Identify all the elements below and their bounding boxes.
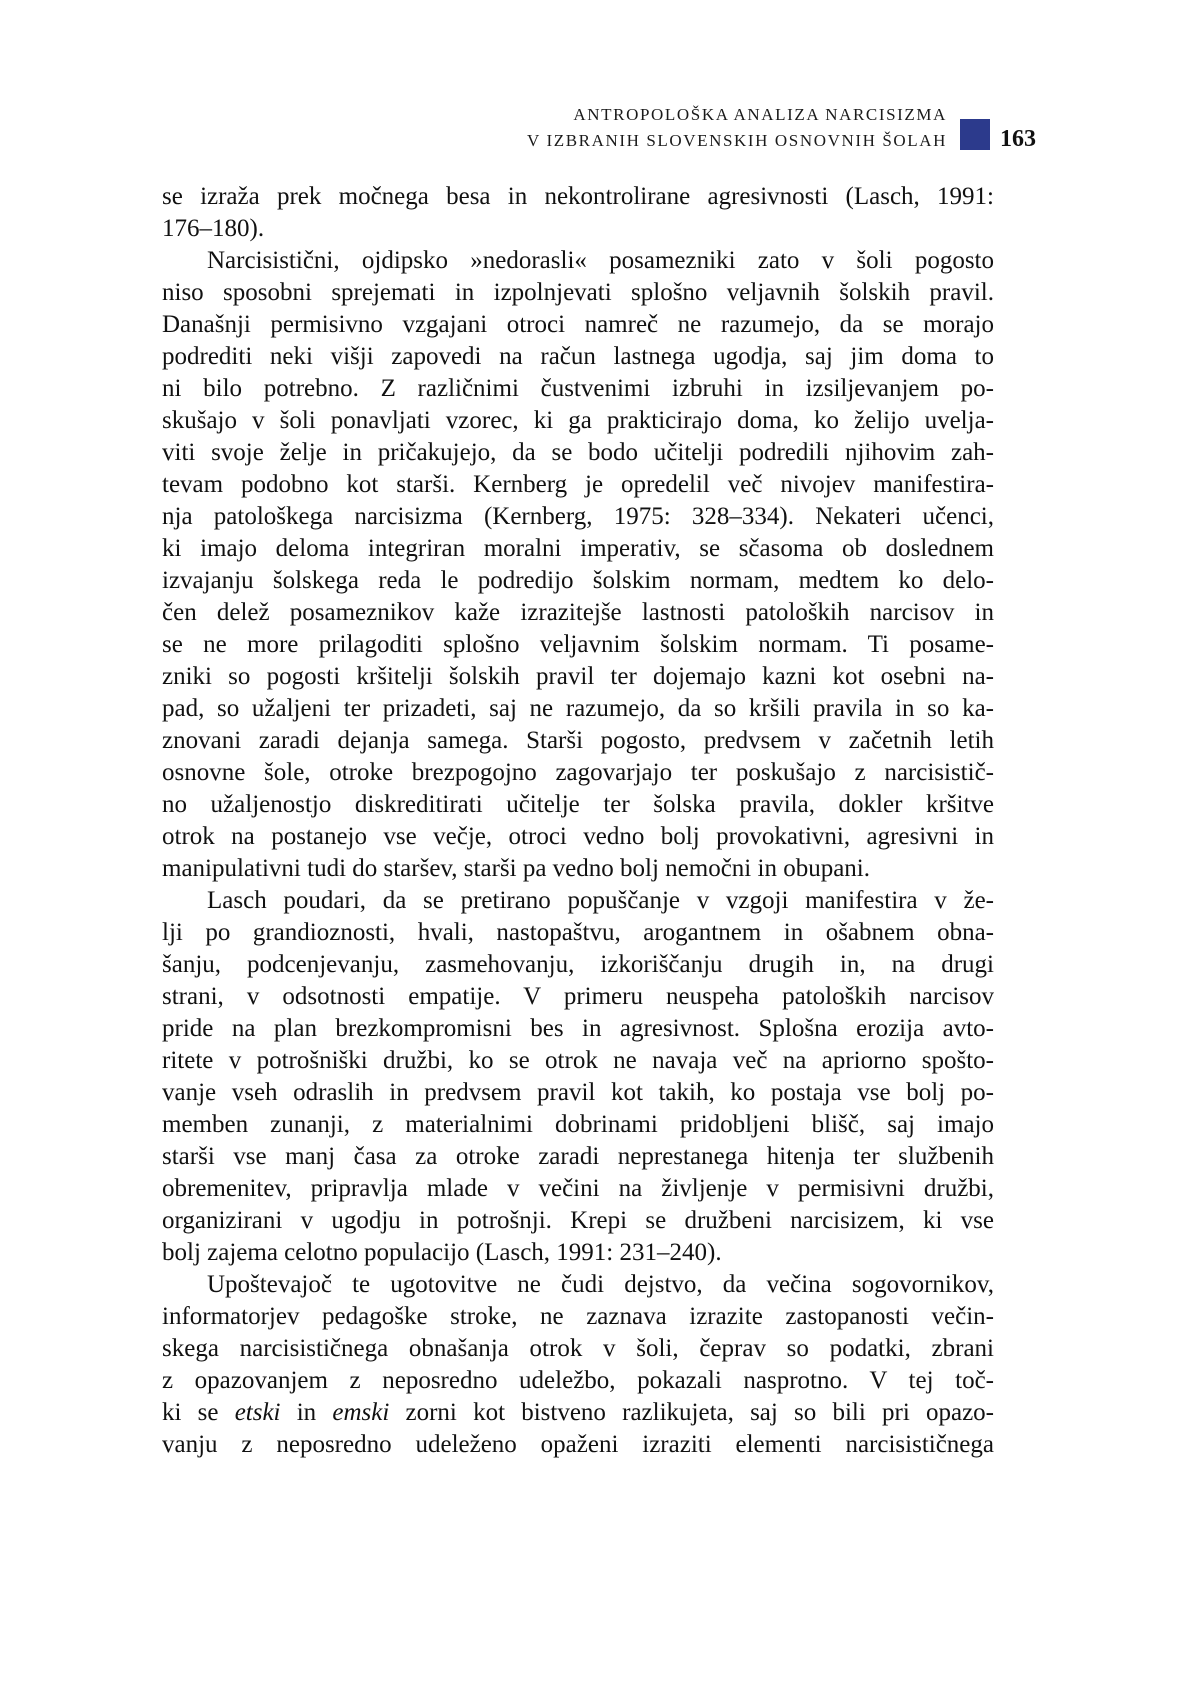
- paragraph-continued: [162, 181, 994, 245]
- text-line: ki imajo deloma integriran moralni imperativ, se sčasoma ob doslednem: [162, 535, 994, 562]
- text-line: Upoštevajoč te ugotovitve ne čudi dejstvo, da večina sogovornikov,: [207, 1271, 994, 1298]
- text-line: Narcisistični, ojdipsko »nedorasli« posamezniki zato v šoli pogosto: [207, 247, 994, 274]
- text-line: niso sposobni sprejemati in izpolnjevati splošno veljavnih šolskih pravil.: [162, 279, 994, 306]
- text-line: lji po grandioznosti, hvali, nastopaštvu, arogantnem in ošabnem obna-: [162, 919, 994, 946]
- text-line: se izraža prek močnega besa in nekontrolirane agresivnosti (Lasch, 1991:: [162, 183, 994, 210]
- text-line: pride na plan brezkompromisni bes in agresivnost. Splošna erozija avto-: [162, 1015, 994, 1042]
- text-run: ki se: [162, 1399, 235, 1426]
- text-line: bolj zajema celotno populacijo (Lasch, 1991: 231–240).: [162, 1239, 722, 1266]
- text-line: izvajanju šolskega reda le podredijo šolskim normam, medtem ko delo-: [162, 567, 994, 594]
- text-line: no užaljenostjo diskreditirati učitelje ter šolska pravila, dokler kršitve: [162, 791, 994, 818]
- text-line: skušajo v šoli ponavljati vzorec, ki ga prakticirajo doma, ko želijo uvelja-: [162, 407, 994, 434]
- text-line: otrok na postanejo vse večje, otroci vedno bolj provokativni, agresivni in: [162, 823, 994, 850]
- paragraph-lasch: [162, 885, 994, 1269]
- text-line: vanju z neposredno udeleženo opaženi izraziti elementi narcisističnega: [162, 1431, 994, 1458]
- paragraph-findings: [162, 1269, 994, 1461]
- text-line: znovani zaradi dejanja samega. Starši pogosto, predvsem v začetnih letih: [162, 727, 994, 754]
- italic-term-emski: emski: [332, 1399, 390, 1426]
- text-line: Lasch poudari, da se pretirano popuščanje v vzgoji manifestira v že-: [207, 887, 994, 914]
- text-line: skega narcisističnega obnašanja otrok v šoli, čeprav so podatki, zbrani: [162, 1335, 994, 1362]
- text-line: obremenitev, pripravlja mlade v večini na življenje v permisivni družbi,: [162, 1175, 994, 1202]
- chapter-marker-block: [960, 119, 990, 150]
- text-line: z opazovanjem z neposredno udeležbo, pokazali nasprotno. V tej toč-: [162, 1367, 994, 1394]
- text-line: osnovne šole, otroke brezpogojno zagovarjajo ter poskušajo z narcisistič-: [162, 759, 994, 786]
- text-line: Današnji permisivno vzgajani otroci namreč ne razumejo, da se morajo: [162, 311, 994, 338]
- text-line: šanju, podcenjevanju, zasmehovanju, izkoriščanju drugih in, na drugi: [162, 951, 994, 978]
- running-head-line: V IZBRANIH SLOVENSKIH OSNOVNIH ŠOLAH: [527, 131, 947, 150]
- text-line: viti svoje želje in pričakujejo, da se bodo učitelji podredili njihovim zah-: [162, 439, 994, 466]
- text-line: ritete v potrošniški družbi, ko se otrok ne navaja več na apriorno spošto-: [162, 1047, 994, 1074]
- text-run: in: [280, 1399, 333, 1426]
- text-line-with-italics: [162, 1397, 994, 1429]
- text-line: ni bilo potrebno. Z različnimi čustvenimi izbruhi in izsiljevanjem po-: [162, 375, 994, 402]
- text-line: starši vse manj časa za otroke zaradi neprestanega hitenja ter službenih: [162, 1143, 994, 1170]
- text-line: podrediti neki višji zapovedi na račun lastnega ugodja, saj jim doma to: [162, 343, 994, 370]
- text-run: zorni kot bistveno razlikujeta, saj so bili pri opazo-: [389, 1399, 995, 1426]
- text-line: se ne more prilagoditi splošno veljavnim šolskim normam. Ti posame-: [162, 631, 994, 658]
- text-line: manipulativni tudi do staršev, starši pa vedno bolj nemočni in obupani.: [162, 855, 870, 882]
- text-line: tevam podobno kot starši. Kernberg je opredelil več nivojev manifestira-: [162, 471, 994, 498]
- text-line: zniki so pogosti kršitelji šolskih pravil ter dojemajo kazni kot osebni na-: [162, 663, 994, 690]
- text-line: pad, so užaljeni ter prizadeti, saj ne razumejo, da so kršili pravila in so ka-: [162, 695, 994, 722]
- text-line: memben zunanji, z materialnimi dobrinami pridobljeni blišč, saj imajo: [162, 1111, 994, 1138]
- text-line: strani, v odsotnosti empatije. V primeru neuspeha patoloških narcisov: [162, 983, 994, 1010]
- running-head-line: ANTROPOLOŠKA ANALIZA NARCISIZMA: [573, 105, 947, 124]
- text-line: 176–180).: [162, 215, 265, 242]
- running-head: [527, 102, 947, 154]
- paragraph-narcissistic-pupils: [162, 245, 994, 885]
- text-line: nja patološkega narcisizma (Kernberg, 1975: 328–334). Nekateri učenci,: [162, 503, 994, 530]
- italic-term-etski: etski: [234, 1399, 281, 1426]
- page-number: 163: [1000, 126, 1036, 152]
- text-line: organizirani v ugodju in potrošnji. Krepi se družbeni narcisizem, ki vse: [162, 1207, 994, 1234]
- text-line: čen delež posameznikov kaže izrazitejše lastnosti patoloških narcisov in: [162, 599, 994, 626]
- text-line: informatorjev pedagoške stroke, ne zaznava izrazite zastopanosti večin-: [162, 1303, 994, 1330]
- body-text: [162, 181, 994, 1461]
- text-line: vanje vseh odraslih in predvsem pravil kot takih, ko postaja vse bolj po-: [162, 1079, 994, 1106]
